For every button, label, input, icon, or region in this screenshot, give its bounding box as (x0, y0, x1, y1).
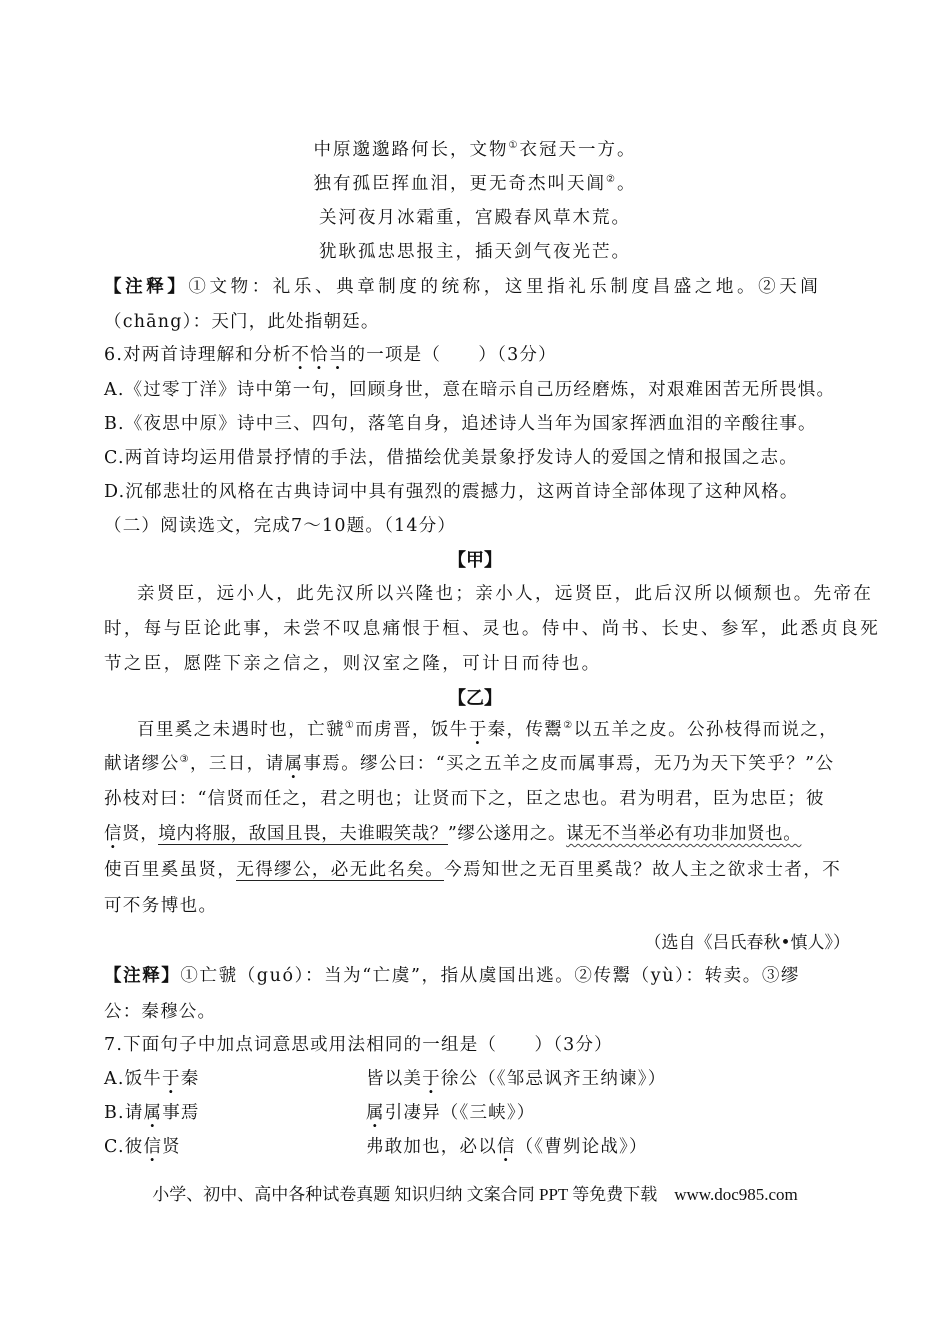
option-a-left: A.饭牛于秦 (104, 1069, 200, 1089)
option-a-right: 皆以美于徐公（《邹忌讽齐王纳谏》） (366, 1069, 667, 1089)
note-2-line-1: 【注释】①亡虢（guó）：当为“亡虞”，指从虞国出逃。②传鬻（yù）：转卖。③缪 (104, 966, 801, 986)
note-2-line-2: 公：秦穆公。 (104, 1002, 217, 1022)
question-7-option-c (104, 1133, 850, 1158)
question-7-option-b (104, 1099, 850, 1124)
page-footer: 小学、初中、高中各种试卷真题 知识归纳 文案合同 PPT 等免费下载 www.doc985.com (152, 1185, 798, 1204)
poem-line-1: 中原邈邈路何长，文物①衣冠天一方。 (313, 140, 637, 160)
section-2-heading: （二）阅读选文，完成7～10题。（14分） (104, 516, 457, 536)
option-c-right: 弗敢加也，必以信（《曹刿论战》） (366, 1137, 648, 1157)
passage-yi-line-3: 孙枝对曰：“信贤而任之，君之明也；让贤而下之，臣之忠也。君为明君，臣为忠臣；彼 (104, 789, 825, 809)
question-6-option-b: B.《夜思中原》诗中三、四句，落笔自身，追述诗人当年为国家挥洒血泪的辛酸往事。 (104, 414, 817, 434)
passage-yi-line-4: 信贤，境内将服，敌国且畏，夫谁暇笑哉？”缪公遂用之。谋无不当举必有功非加贤也。 (104, 824, 802, 844)
option-b-right: 属引凄异（《三峡》） (366, 1103, 536, 1123)
question-6-option-d: D.沉郁悲壮的风格在古典诗词中具有强烈的震撼力，这两首诗全部体现了这种风格。 (104, 482, 799, 502)
poem-line-3: 关河夜月冰霜重，宫殿春风草木荒。 (319, 208, 631, 228)
question-7-stem: 7.下面句子中加点词意思或用法相同的一组是（ ）（3分） (104, 1035, 613, 1055)
question-6-stem: 6.对两首诗理解和分析不恰当的一项是（ ）（3分） (104, 345, 557, 365)
passage-yi-line-5: 使百里奚虽贤，无得缪公，必无此名矣。今焉知世之无百里奚哉？故人主之欲求士者，不 (104, 860, 842, 880)
passage-jia-line-2: 时，每与臣论此事，未尝不叹息痛恨于桓、灵也。侍中、尚书、长史、参军，此悉贞良死 (104, 619, 881, 639)
note-1-line-1: 【注释】①文物：礼乐、典章制度的统称，这里指礼乐制度昌盛之地。②天阊 (104, 277, 822, 297)
passage-yi-source: （选自《吕氏春秋•慎人》） (644, 933, 850, 953)
passage-yi-line-1: 百里奚之未遇时也，亡虢①而虏晋，饭牛于秦，传鬻②以五羊之皮。公孙枝得而说之， (137, 720, 839, 740)
poem-line-4: 犹耿孤忠思报主，插天剑气夜光芒。 (319, 242, 631, 262)
underlined-sentence-2: 无得缪公，必无此名矣。 (236, 860, 445, 880)
passage-yi-line-6: 可不务博也。 (104, 896, 218, 916)
question-7-option-a (104, 1065, 850, 1090)
option-c-left: C.彼信贤 (104, 1137, 181, 1157)
passage-jia-line-1: 亲贤臣，远小人，此先汉所以兴隆也；亲小人，远贤臣，此后汉所以倾颓也。先帝在 (137, 584, 874, 604)
question-6-option-a: A.《过零丁洋》诗中第一句，回顾身世，意在暗示自己历经磨炼，对艰难困苦无所畏惧。 (104, 380, 836, 400)
wavy-underlined-sentence: 谋无不当举必有功非加贤也。 (566, 824, 802, 844)
passage-yi-line-2: 献诸缪公③，三日，请属事焉。缪公曰：“买之五羊之皮而属事焉，无乃为天下笑乎？”公 (104, 754, 835, 774)
underlined-sentence-1: 境内将服，敌国且畏，夫谁暇笑哉？ (158, 824, 448, 844)
passage-yi-title: 【乙】 (448, 688, 502, 709)
question-6-option-c: C.两首诗均运用借景抒情的手法，借描绘优美景象抒发诗人的爱国之情和报国之志。 (104, 448, 798, 468)
passage-jia-title: 【甲】 (448, 550, 502, 571)
option-b-left: B.请属事焉 (104, 1103, 200, 1123)
passage-jia-line-3: 节之臣，愿陛下亲之信之，则汉室之隆，可计日而待也。 (104, 654, 602, 674)
note-1-line-2: （chāng）：天门，此处指朝廷。 (104, 312, 380, 332)
poem-line-2: 独有孤臣挥血泪，更无奇杰叫天阊②。 (313, 174, 637, 194)
